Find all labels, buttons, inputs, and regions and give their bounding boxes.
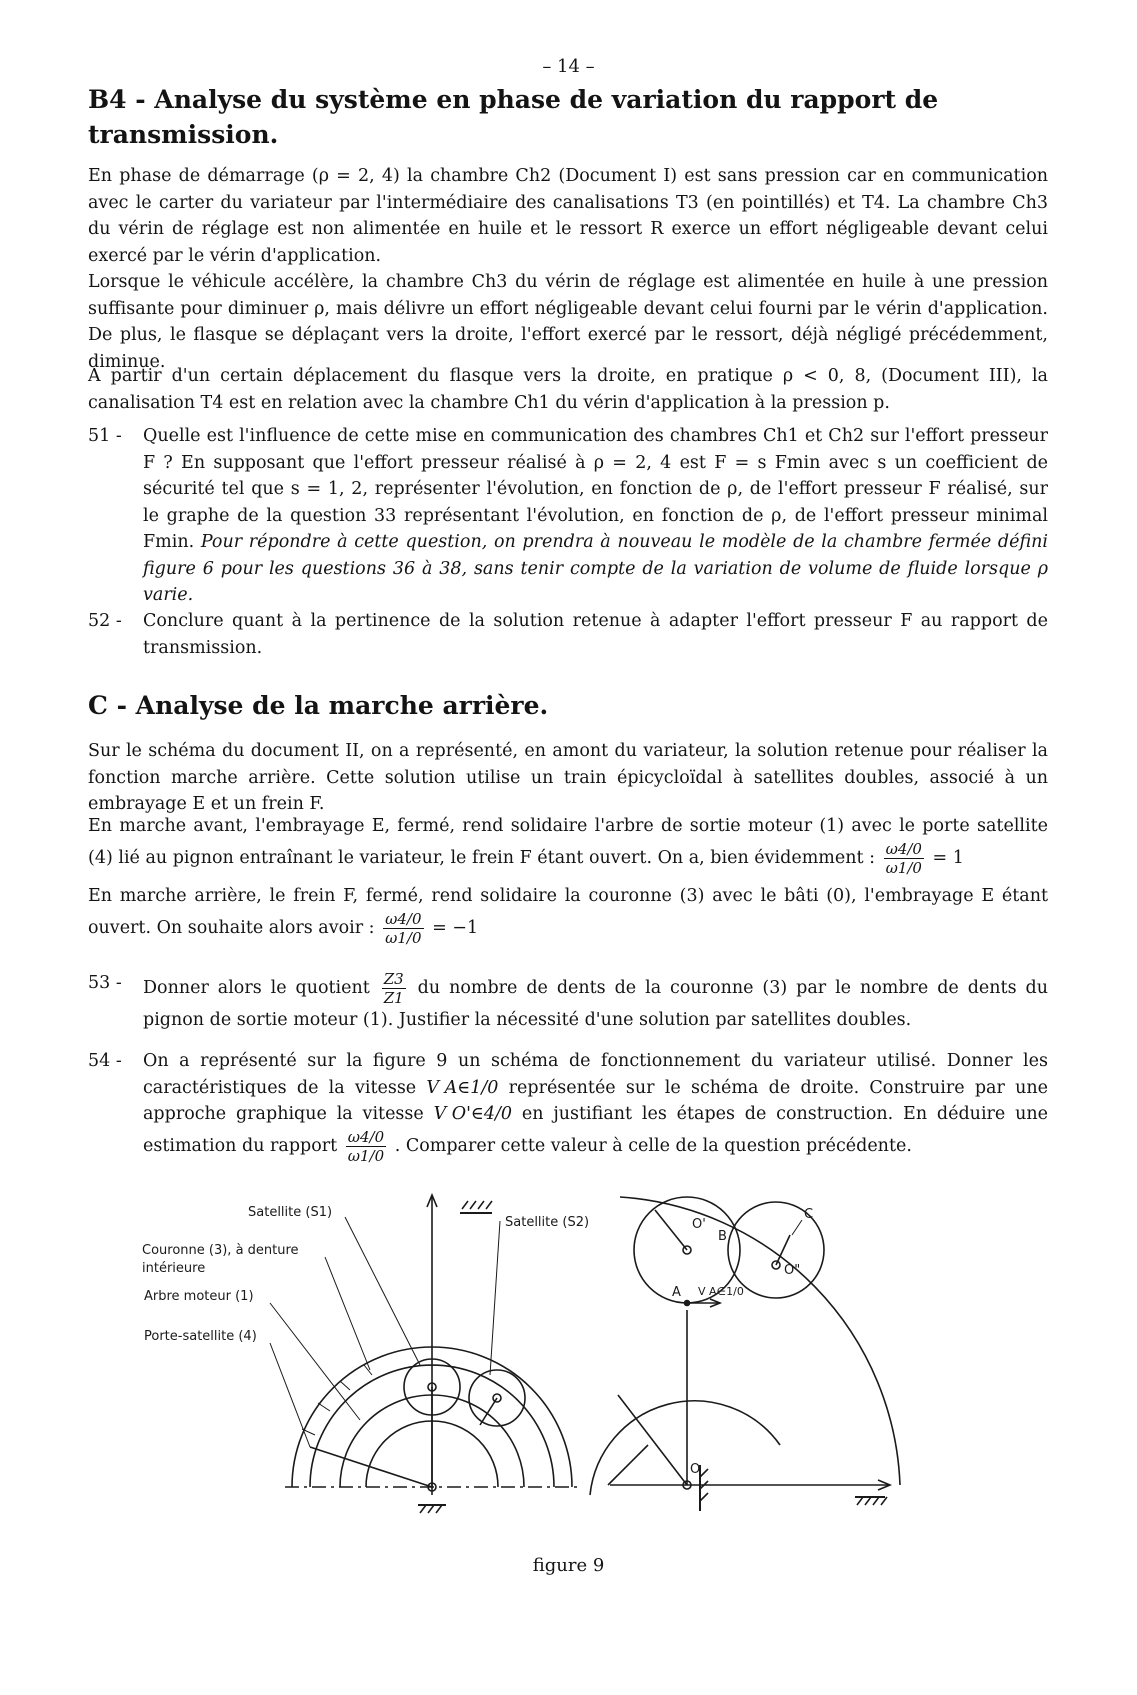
teeth-fraction — [382, 970, 406, 1007]
label-o-prime: O' — [692, 1217, 706, 1232]
label-couronne-line-2: intérieure — [142, 1261, 206, 1276]
ratio-fraction — [383, 910, 423, 947]
equation-result: = 1 — [932, 847, 964, 868]
variator-velocity-schematic — [590, 1197, 900, 1511]
question-54-text-d: . Comparer cette valeur à celle de la question précédente. — [394, 1135, 912, 1156]
question-text — [143, 423, 1048, 609]
question-number: 51 - — [88, 426, 122, 446]
section-title-b4: B4 - Analyse du système en phase de variation du rapport de transmission. — [88, 85, 939, 149]
ratio-fraction — [884, 840, 924, 877]
question-text — [143, 970, 1048, 1034]
question-51-italic-note: Pour répondre à cette question, on prendra à nouveau le modèle de la chambre fermée défini figure 6 pour les questions 36 à 38, sans tenir compte de la variation de volume de fluide lorsque ρ varie. — [143, 532, 1048, 605]
question-54-text-a: On a représenté sur la figure 9 un schéma de fonctionnement du variateur utilisé. Donner les caractéristiques de la vitesse — [143, 1051, 1048, 1098]
fraction-numerator: ω4/0 — [885, 839, 922, 858]
fraction-denominator: Z1 — [383, 989, 404, 1007]
c-paragraph-2 — [88, 813, 1048, 877]
question-54 — [88, 1048, 1048, 1165]
velocity-symbol: V A∈1/0 — [426, 1077, 499, 1098]
c-paragraph-1: Sur le schéma du document II, on a représenté, en amont du variateur, la solution retenue pour réaliser la fonction marche arrière. Cette solution utilise un train épicycloïdal à satellites doubles, associé à un embrayage E et un frein F. — [88, 741, 1048, 814]
figure-9-drawing — [120, 1185, 1020, 1545]
question-52 — [88, 608, 1048, 661]
label-couronne: Couronne (3), à denture — [142, 1243, 299, 1258]
question-number: 52 - — [88, 611, 122, 631]
question-text — [143, 1048, 1048, 1165]
b4-paragraph-3: A partir d'un certain déplacement du flasque vers la droite, en pratique ρ < 0, 8, (Document III), la canalisation T4 est en relation avec la chambre Ch1 du vérin d'application à la pression p. — [88, 366, 1048, 413]
question-54-text-c: en justifiant les étapes de construction. En déduire une estimation du rapport — [143, 1104, 1048, 1156]
fraction-denominator: ω1/0 — [385, 928, 422, 947]
fraction-numerator: Z3 — [383, 970, 404, 988]
equation-result: = −1 — [432, 917, 479, 938]
label-satellite-s1: Satellite (S1) — [248, 1205, 333, 1220]
question-text: Conclure quant à la pertinence de la solution retenue à adapter l'effort presseur F au rapport de transmission. — [143, 611, 1048, 658]
c-paragraph-3 — [88, 883, 1048, 947]
section-title-c: C - Analyse de la marche arrière. — [88, 691, 549, 720]
question-number: 54 - — [88, 1051, 122, 1071]
c-paragraph-2-text: En marche avant, l'embrayage E, fermé, rend solidaire l'arbre de sortie moteur (1) avec le porte satellite (4) lié au pignon entraînant le variateur, le frein F étant ouvert. On a, bien évidemment : — [88, 816, 1048, 868]
question-53 — [88, 970, 1048, 1034]
label-satellite-s2: Satellite (S2) — [505, 1215, 590, 1230]
b4-paragraph-2: Lorsque le véhicule accélère, la chambre Ch3 du vérin de réglage est alimentée en huile à une pression suffisante pour diminuer ρ, mais délivre un effort négligeable devant celui fourni par le vérin d'application. De plus, le flasque se déplaçant vers la droite, l'effort exercé par le ressort, déjà négligé précédemment, diminue. — [88, 272, 1048, 372]
figure-caption: figure 9 — [532, 1555, 605, 1576]
question-51 — [88, 423, 1048, 609]
epicyclic-train-schematic — [270, 1195, 580, 1513]
fraction-numerator: ω4/0 — [347, 1127, 385, 1146]
label-arbre-moteur: Arbre moteur (1) — [144, 1289, 254, 1304]
figure-9 — [120, 1185, 1020, 1545]
page-number: – 14 – — [542, 56, 595, 77]
velocity-symbol: V O'∈4/0 — [433, 1104, 513, 1124]
label-o: O — [690, 1462, 701, 1477]
couronne-hatching — [302, 1365, 372, 1435]
label-c: C — [804, 1207, 814, 1222]
label-velocity-a: V A∈1/0 — [698, 1285, 744, 1298]
fraction-denominator: ω1/0 — [885, 858, 922, 877]
question-53-text-a: Donner alors le quotient — [143, 978, 370, 998]
label-b: B — [718, 1229, 727, 1244]
question-53-text-b: du nombre de dents de la couronne (3) par le nombre de dents du pignon de sortie moteur (1). Justifier la nécessité d'une solution par satellites doubles. — [143, 978, 1048, 1030]
fraction-denominator: ω1/0 — [347, 1146, 385, 1165]
fraction-numerator: ω4/0 — [385, 909, 422, 928]
label-porte-satellite: Porte-satellite (4) — [144, 1329, 257, 1344]
question-number: 53 - — [88, 973, 122, 993]
label-a: A — [672, 1285, 681, 1300]
ratio-fraction — [346, 1128, 386, 1165]
b4-paragraph-1: En phase de démarrage (ρ = 2, 4) la chambre Ch2 (Document I) est sans pression car en communication avec le carter du variateur par l'intermédiaire des canalisations T3 (en pointillés) et T4. La chambre Ch3 du vérin de réglage est non alimentée en huile et le ressort R exerce un effort négligeable devant celui exercé par le vérin d'application. — [88, 166, 1048, 266]
question-51-body: Quelle est l'influence de cette mise en communication des chambres Ch1 et Ch2 sur l'effort presseur F ? En supposant que l'effort presseur réalisé à ρ = 2, 4 est F = s Fmin avec s un coefficient de sécurité tel que s = 1, 2, représenter l'évolution, en fonction de ρ, de l'effort presseur F réalisé, sur le graphe de la question 33 représentant l'évolution, en fonction de ρ, de l'effort presseur minimal Fmin. — [143, 426, 1048, 552]
label-o-second: O" — [784, 1263, 801, 1278]
question-54-text-b: représentée sur le schéma de droite. Construire par une approche graphique la vitesse — [143, 1077, 1048, 1124]
c-paragraph-3-text: En marche arrière, le frein F, fermé, rend solidaire la couronne (3) avec le bâti (0), l'embrayage E étant ouvert. On souhaite alors avoir : — [88, 886, 1048, 938]
